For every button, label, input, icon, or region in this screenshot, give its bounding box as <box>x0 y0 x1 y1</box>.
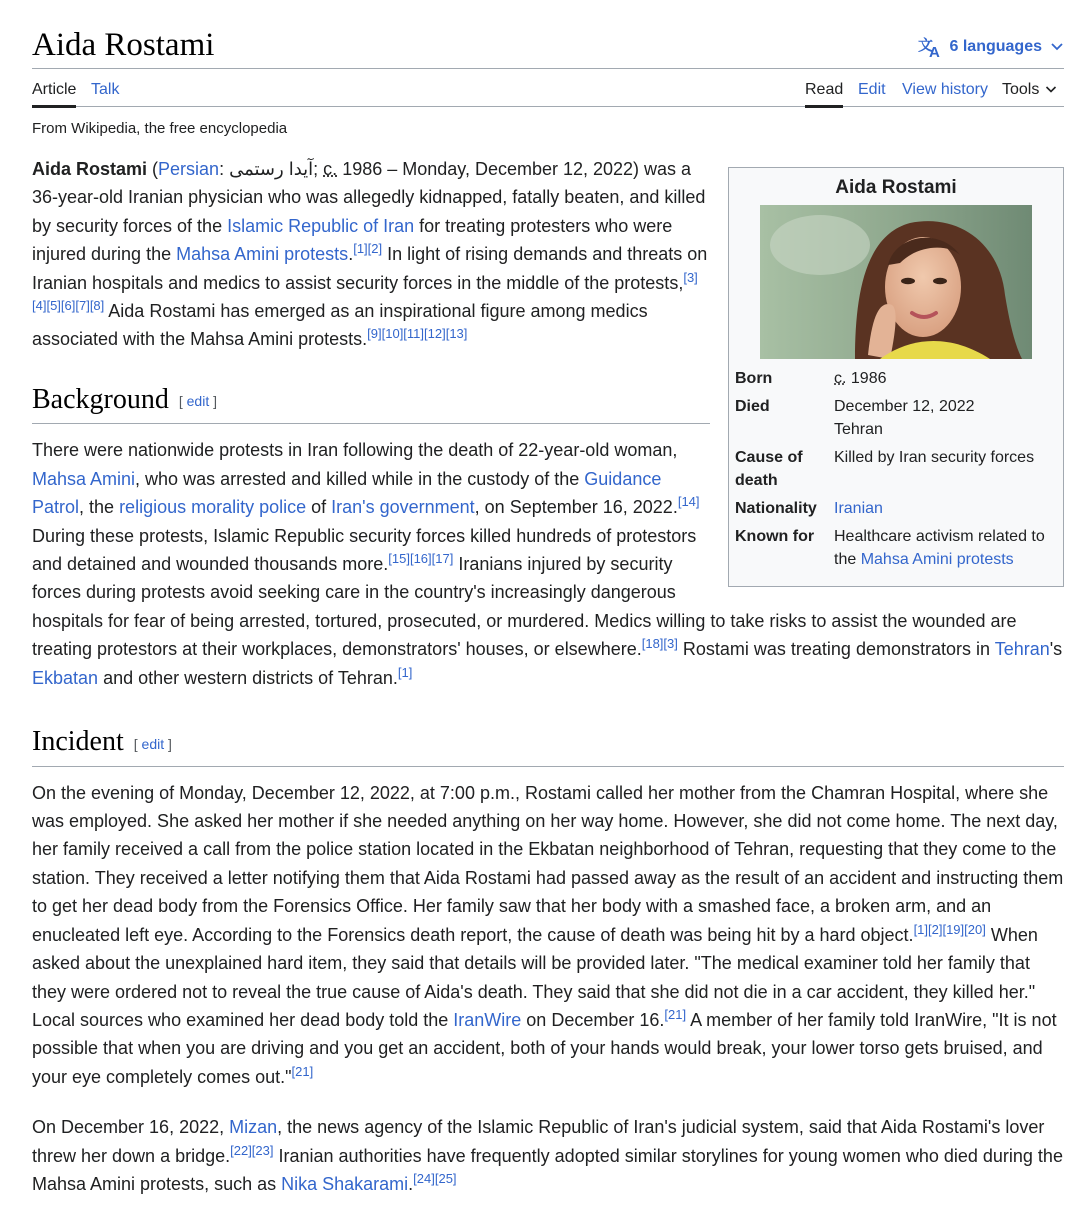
link-mahsa-amini[interactable]: Mahsa Amini <box>32 468 136 489</box>
known-for-text: Healthcare activism related to the <box>834 528 1045 568</box>
article-content <box>32 155 1064 1210</box>
reference[interactable]: [14] <box>677 494 700 510</box>
reference[interactable]: [1][2] <box>353 241 383 257</box>
reference[interactable]: [18][3] <box>641 636 678 652</box>
reference[interactable]: [3][4][5][6][7][8] <box>32 269 698 314</box>
reference[interactable]: [1] <box>397 664 413 680</box>
tab-view-history[interactable]: View history <box>902 81 988 98</box>
tab-edit[interactable]: Edit <box>858 81 886 98</box>
infobox-value <box>834 367 1057 390</box>
circa-abbr: c. <box>323 159 338 179</box>
reference[interactable]: [1][2][19][20] <box>913 921 986 937</box>
translate-icon <box>918 36 942 58</box>
subject-name: Aida Rostami <box>32 159 148 179</box>
infobox-label: Cause of death <box>735 449 803 489</box>
born-year: 1986 <box>850 370 887 387</box>
infobox-label: Nationality <box>735 500 817 517</box>
infobox-label: Died <box>735 398 770 415</box>
link-ekbatan[interactable]: Ekbatan <box>32 667 99 688</box>
background-paragraph: There were nationwide protests in Iran following the death of 22-year-old woman, Mahsa Amini, who was arrested and killed while in the custody of the Guidance Patrol, the religious morality police of Iran's government, on September 16, 2022.[14] During these protests, Islamic Republic security forces killed hundreds of protestors and detained and wounded thousands more.[15][16][17] Iranians injured by security forces during protests avoid seeking care in the country's increasingly dangerous hospitals for fear of being arrested, tortured, prosecuted, or murdered. Medics willing to take risks to assist the wounded are treating protestors at their workplaces, demonstrators' houses, or elsewhere.[18][3] Rostami was treating demonstrators in Tehran's Ekbatan and other western districts of Tehran.[1] <box>32 440 1063 688</box>
reference[interactable]: [15][16][17] <box>388 551 454 567</box>
svg-text:文: 文 <box>917 37 933 54</box>
link-mahsa-amini-protests[interactable]: Mahsa Amini protests <box>860 551 1014 568</box>
tab-read[interactable]: Read <box>805 81 844 98</box>
page-title: Aida Rostami <box>32 27 215 63</box>
reference[interactable]: [21] <box>291 1063 314 1079</box>
tools-menu[interactable] <box>1002 81 1057 99</box>
chevron-down-icon <box>1050 42 1064 52</box>
reference[interactable]: [9][10][11][12][13] <box>367 326 468 342</box>
infobox-row-born <box>735 367 1057 390</box>
link-religious-morality-police[interactable]: religious morality police <box>119 497 307 518</box>
reference[interactable]: [21] <box>664 1006 687 1022</box>
infobox-row-known-for <box>735 525 1057 571</box>
infobox-value <box>834 395 1057 441</box>
page-tabs <box>32 68 1064 107</box>
tools-label: Tools <box>1002 81 1040 98</box>
link-guidance-patrol[interactable]: Guidance Patrol <box>32 468 662 518</box>
portrait-image[interactable] <box>760 205 1032 359</box>
edit-section-link[interactable]: edit <box>141 735 165 752</box>
chevron-down-icon <box>1045 81 1057 99</box>
infobox-label: Born <box>735 370 773 387</box>
page-header <box>32 20 1064 69</box>
infobox <box>728 167 1064 587</box>
tab-talk[interactable]: Talk <box>91 81 120 98</box>
link-persian[interactable]: Persian <box>158 159 220 179</box>
circa-abbr: c. <box>834 370 847 387</box>
tab-article[interactable]: Article <box>32 81 77 98</box>
link-islamic-republic[interactable]: Islamic Republic of Iran <box>227 215 415 236</box>
infobox-row-died <box>735 395 1057 441</box>
link-mahsa-amini-protests[interactable]: Mahsa Amini protests <box>176 244 349 265</box>
persian-name: : آیدا رستمی; <box>219 159 324 179</box>
infobox-row-cause <box>735 446 1057 492</box>
infobox-title: Aida Rostami <box>835 177 957 198</box>
section-heading-incident: Incident [ edit ] <box>32 724 1064 767</box>
incident-paragraph-1: On the evening of Monday, December 12, 2022, at 7:00 p.m., Rostami called her mother from the Chamran Hospital, where she was employed. She asked her mother if she needed anything on her way home. However, she did not come home. The next day, her family received a call from the police station located in the Ekbatan neighborhood of Tehran, requesting that they come to the station. They received a letter notifying them that Aida Rostami had passed away as the result of an accident and instructing them to get her dead body from the Forensics Office. Her family saw that her body with a smashed face, a broken arm, and an enucleated left eye. According to the Forensics death report, the cause of death was being hit by a hard object.[1][2][19][20] When asked about the unexplained hard item, they said that details will be provided later. "The medical examiner told her family that they were ordered not to reveal the true cause of Aida's death. They said that she did not die in a car accident, they killed her." Local sources who examined her dead body told the IranWire on December 16.[21] A member of her family told IranWire, "It is not possible that when you are driving and you get an accident, both of your hands would break, your lower torso gets bruised, and your eye completely comes out."[21] <box>32 782 1064 1087</box>
died-place: Tehran <box>834 421 883 438</box>
link-nika-shakarami[interactable]: Nika Shakarami <box>281 1173 409 1194</box>
infobox-value: Killed by Iran security forces <box>834 449 1035 466</box>
svg-text:A: A <box>928 44 940 58</box>
infobox-label: Known for <box>735 528 815 545</box>
link-mizan[interactable]: Mizan <box>229 1117 278 1138</box>
reference[interactable]: [24][25] <box>413 1170 457 1186</box>
link-iranwire[interactable]: IranWire <box>453 1009 522 1030</box>
section-heading-background: Background [ edit ] <box>32 382 710 425</box>
died-date: December 12, 2022 <box>834 398 975 415</box>
link-iran-government[interactable]: Iran's government <box>331 497 475 518</box>
lead-paragraph: Aida Rostami (Persian: آیدا رستمی; c. 1986 – Monday, December 12, 2022) was a 36-year-old Iranian physician who was allegedly kidnapped, fatally beaten, and killed by security forces of the Islamic Republic of Iran for treating protesters who were injured during the Mahsa Amini protests.[1][2] In light of rising demands and threats on Iranian hospitals and medics to assist security forces in the middle of the protests,[3][4][5][6][7][8] Aida Rostami has emerged as an inspirational figure among medics associated with the Mahsa Amini protests.[9][10][11][12][13] <box>32 159 708 350</box>
infobox-row-nationality <box>735 497 1057 520</box>
languages-label: 6 languages <box>949 38 1042 55</box>
tagline: From Wikipedia, the free encyclopedia <box>32 120 288 137</box>
languages-button[interactable] <box>918 36 1064 58</box>
link-iranian[interactable]: Iranian <box>834 500 883 517</box>
incident-paragraph-2: On December 16, 2022, Mizan, the news agency of the Islamic Republic of Iran's judicial system, said that Aida Rostami's lover threw her down a bridge.[22][23] Iranian authorities have frequently adopted similar storylines for young women who died during the Mahsa Amini protests, such as Nika Shakarami.[24][25] <box>32 1117 1063 1194</box>
link-tehran[interactable]: Tehran <box>994 639 1050 660</box>
reference[interactable]: [22][23] <box>230 1142 274 1158</box>
edit-section-link[interactable]: edit <box>186 393 210 410</box>
